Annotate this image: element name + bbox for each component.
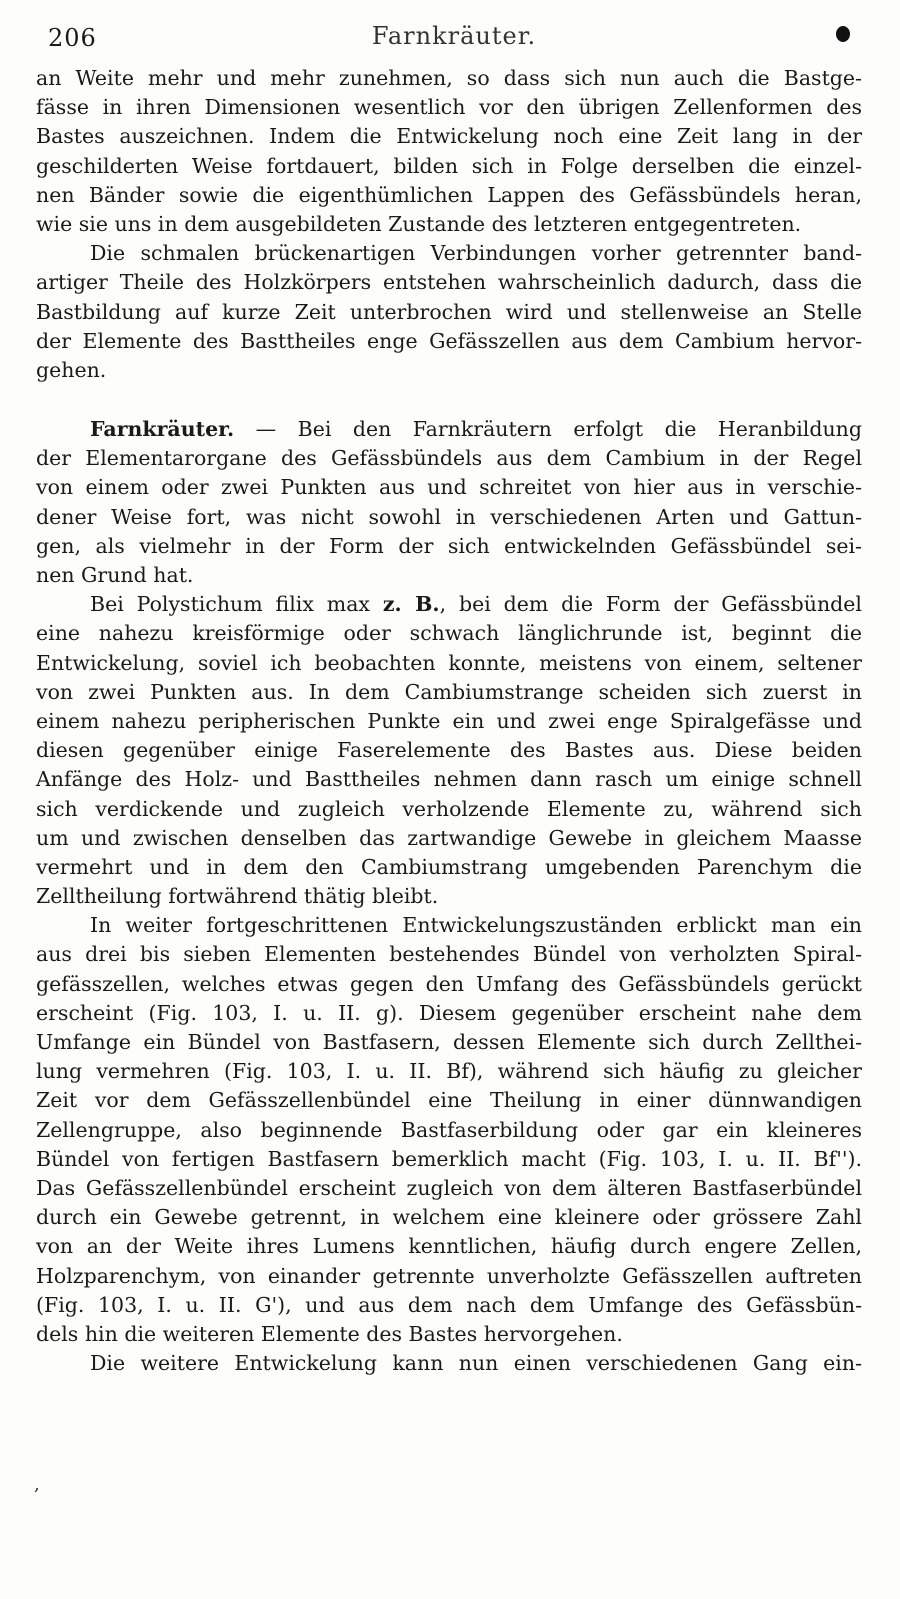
text-line: sich verdickende und zugleich verholzende Elemente zu, während sich — [36, 796, 862, 821]
text-line: gen, als vielmehr in der Form der sich entwickelnden Gefässbündel sei- — [36, 533, 862, 558]
text-line: an Weite mehr und mehr zunehmen, so dass sich nun auch die Bastge- — [36, 66, 862, 90]
text-line: eine nahezu kreisförmige oder schwach länglichrunde ist, beginnt die — [36, 621, 862, 646]
text-line: Bastes auszeichnen. Indem die Entwickelung noch eine Zeit lang in der — [36, 124, 862, 149]
text-line: der Elementarorgane des Gefässbündels aus dem Cambium in der Regel — [36, 446, 862, 471]
section-farnkraeuter — [36, 415, 862, 590]
ink-blot-mark — [836, 26, 850, 42]
text-line: um und zwischen denselben das zartwandige Gewebe in gleichem Maasse — [36, 825, 862, 850]
text-line: von einem oder zwei Punkten aus und schreitet von hier aus in verschie- — [36, 475, 862, 500]
text-line: geschilderten Weise fortdauert, bilden sich in Folge derselben die einzel- — [36, 153, 862, 178]
text-line: einem nahezu peripherischen Punkte ein und zwei enge Spiralgefässe und — [36, 708, 862, 733]
text-line: Zelltheilung fortwährend thätig bleibt. — [36, 884, 439, 909]
paragraph-first-line — [36, 590, 862, 619]
text-line: lung vermehren (Fig. 103, I. u. II. Bf), während sich häufig zu gleicher — [36, 1059, 862, 1084]
text-line: vermehrt und in dem den Cambiumstrang umgebenden Parenchym die — [36, 854, 862, 879]
text-line: der Elemente des Basttheiles enge Gefässzellen aus dem Cambium hervor- — [36, 328, 862, 353]
paragraph — [36, 590, 862, 911]
text-line: gehen. — [36, 357, 107, 382]
text-line: gefässzellen, welches etwas gegen den Umfang des Gefässbündels gerückt — [36, 971, 862, 996]
text-line: von zwei Punkten aus. In dem Cambiumstrange scheiden sich zuerst in — [36, 679, 862, 704]
section-gap — [36, 385, 862, 415]
text-line: Holzparenchym, von einander getrennte unverholzte Gefässzellen auftreten — [36, 1263, 862, 1288]
text-line: von an der Weite ihres Lumens kenntlichen, häufig durch engere Zellen, — [36, 1234, 862, 1259]
paragraph — [36, 239, 862, 385]
text-span: , bei dem die Form der Gefässbündel — [439, 592, 862, 617]
text-line: Anfänge des Holz- und Basttheiles nehmen dann rasch um einige schnell — [36, 767, 862, 792]
text-line: Umfange ein Bündel von Bastfasern, dessen Elemente sich durch Zellthei- — [36, 1030, 862, 1054]
text-line: Zeit vor dem Gefässzellenbündel eine Theilung in einer dünnwandigen — [36, 1088, 862, 1113]
text-line: erscheint (Fig. 103, I. u. II. g). Diesem gegenüber erscheint nahe dem — [36, 1000, 862, 1025]
text-line: durch ein Gewebe getrennt, in welchem eine kleinere oder grössere Zahl — [36, 1205, 862, 1230]
text-line: dels hin die weiteren Elemente des Bastes hervorgehen. — [36, 1321, 623, 1346]
section-first-line — [36, 415, 862, 444]
paragraph-continuation — [36, 64, 862, 239]
text-line: Bastbildung auf kurze Zeit unterbrochen wird und stellenweise an Stelle — [36, 299, 862, 324]
text-line: Zellengruppe, also beginnende Bastfaserbildung oder gar ein kleineres — [36, 1117, 862, 1142]
body-text — [36, 64, 862, 1378]
text-line: In weiter fortgeschrittenen Entwickelungszuständen erblickt man ein — [90, 913, 862, 938]
text-line: aus drei bis sieben Elementen bestehendes Bündel von verholzten Spiral- — [36, 942, 862, 967]
text-span: Bei Polystichum filix max — [90, 592, 383, 617]
page-number: 206 — [48, 24, 97, 52]
page-header — [48, 18, 860, 58]
section-first-line-text: — Bei den Farnkräutern erfolgt die Heranbildung — [234, 417, 862, 442]
paragraph — [36, 911, 862, 1349]
text-line: artiger Theile des Holzkörpers entstehen wahrscheinlich dadurch, dass die — [36, 270, 862, 295]
text-line: dener Weise fort, was nicht sowohl in verschiedenen Arten und Gattun- — [36, 504, 862, 529]
paragraph — [36, 1349, 862, 1378]
text-line: Entwickelung, soviel ich beobachten konnte, meistens von einem, seltener — [36, 650, 862, 675]
text-line: nen Grund hat. — [36, 563, 194, 587]
text-line: Das Gefässzellenbündel erscheint zugleich von dem älteren Bastfaserbündel — [36, 1175, 862, 1200]
text-line: Die weitere Entwickelung kann nun einen verschiedenen Gang ein- — [90, 1351, 862, 1376]
running-title: Farnkräuter. — [371, 22, 537, 50]
section-title: Farnkräuter. — [90, 417, 235, 442]
bold-abbreviation: z. B. — [382, 592, 440, 617]
text-line: diesen gegenüber einige Faserelemente des Bastes aus. Diese beiden — [36, 738, 862, 763]
stray-ink-mark: , — [34, 1474, 40, 1495]
text-line: Die schmalen brückenartigen Verbindungen vorher getrennter band- — [90, 241, 862, 266]
text-line: Bündel von fertigen Bastfasern bemerklich macht (Fig. 103, I. u. II. Bf''). — [36, 1146, 862, 1171]
text-line: nen Bänder sowie die eigenthümlichen Lappen des Gefässbündels heran, — [36, 182, 862, 207]
text-line: (Fig. 103, I. u. II. G'), und aus dem nach dem Umfange des Gefässbün- — [36, 1292, 862, 1317]
text-line: wie sie uns in dem ausgebildeten Zustande des letzteren entgegentreten. — [36, 211, 802, 236]
text-line: fässe in ihren Dimensionen wesentlich vor den übrigen Zellenformen des — [36, 95, 862, 120]
